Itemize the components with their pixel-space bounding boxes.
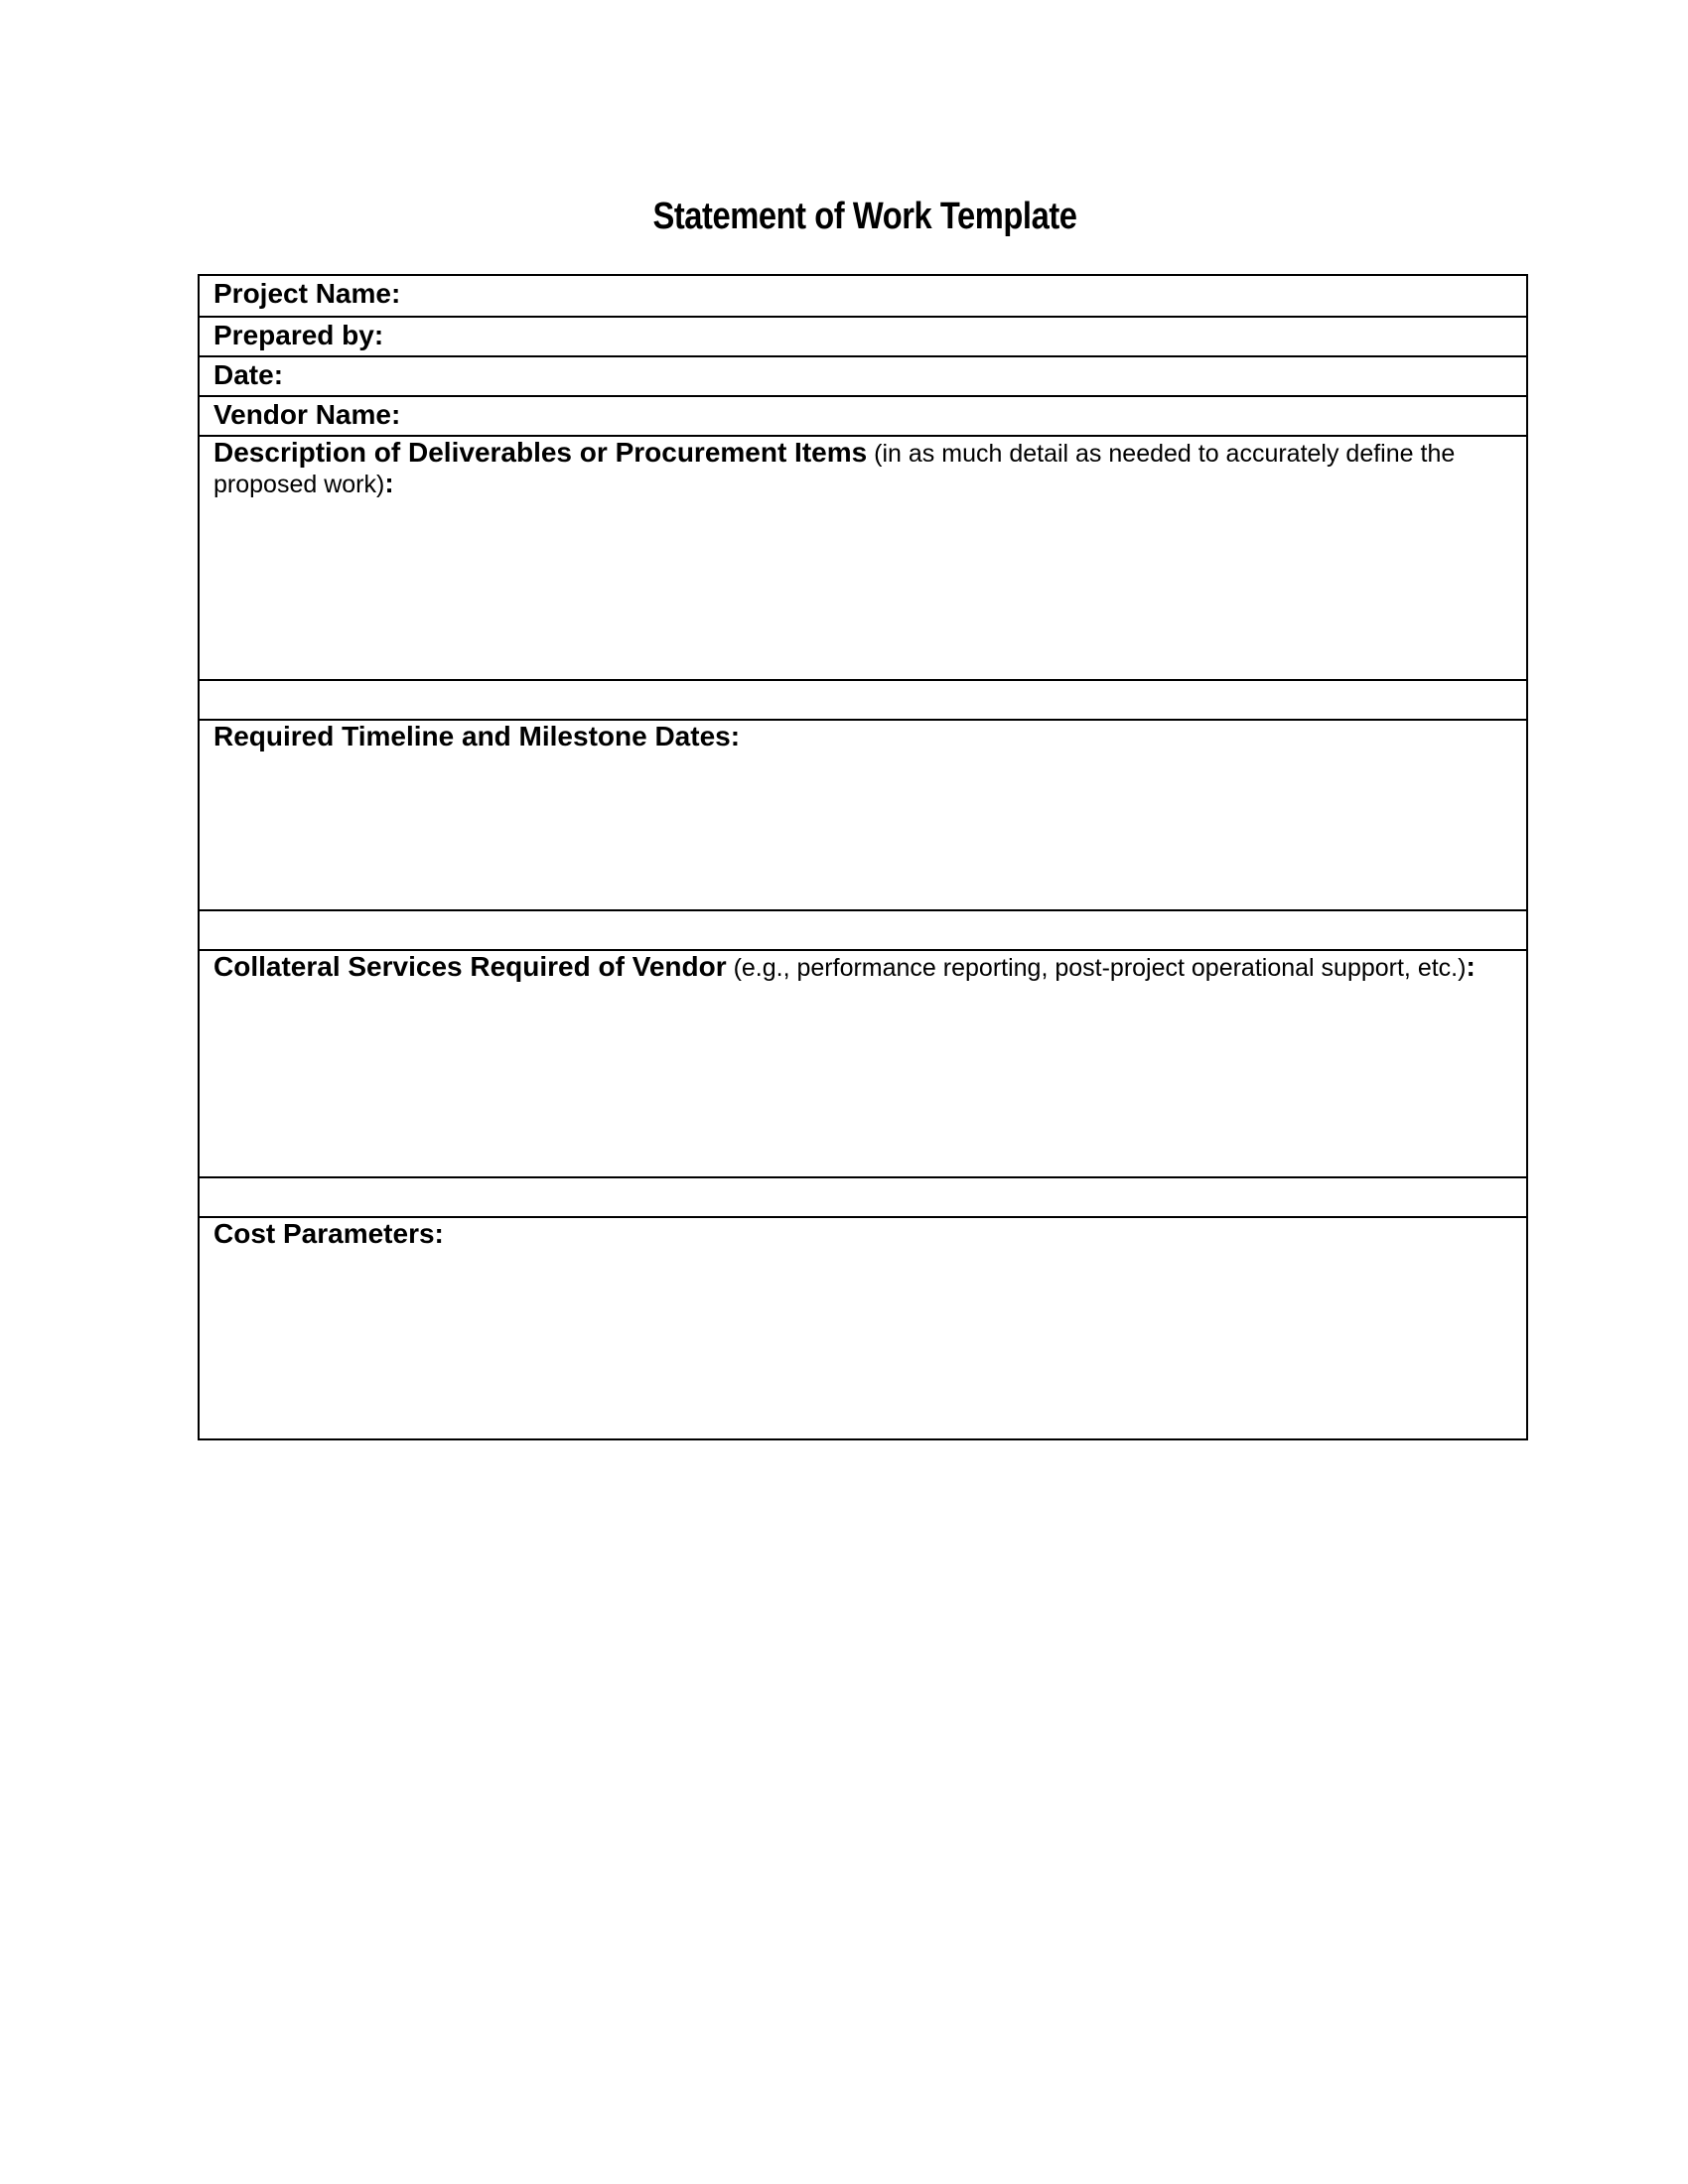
deliverables-colon: :: [384, 468, 394, 498]
spacer-row: [200, 909, 1526, 949]
collateral-services-colon: :: [1466, 951, 1476, 982]
collateral-services-section[interactable]: [200, 949, 1526, 1176]
deliverables-section[interactable]: [200, 435, 1526, 679]
collateral-services-note: (e.g., performance reporting, post-project operational support, etc.): [726, 954, 1467, 982]
date-label: Date:: [213, 359, 284, 390]
spacer-row: [200, 679, 1526, 719]
timeline-section[interactable]: [200, 719, 1526, 909]
prepared-by-label: Prepared by:: [213, 320, 384, 350]
timeline-label: Required Timeline and Milestone Dates:: [213, 721, 741, 751]
cost-parameters-label: Cost Parameters:: [213, 1218, 444, 1249]
date-field[interactable]: [200, 355, 1526, 395]
deliverables-label: Description of Deliverables or Procurement Items: [213, 437, 868, 468]
page-title: Statement of Work Template: [652, 196, 1077, 237]
cost-parameters-section[interactable]: [200, 1216, 1526, 1438]
project-name-label: Project Name:: [213, 278, 401, 309]
project-name-field[interactable]: [200, 276, 1526, 316]
collateral-services-label: Collateral Services Required of Vendor: [213, 951, 727, 982]
prepared-by-field[interactable]: [200, 316, 1526, 355]
statement-of-work-table: [198, 274, 1528, 1440]
spacer-row: [200, 1176, 1526, 1216]
vendor-name-label: Vendor Name:: [213, 399, 401, 430]
vendor-name-field[interactable]: [200, 395, 1526, 435]
deliverables-note: (in as much detail as needed to accurately define the proposed work): [213, 440, 1456, 498]
